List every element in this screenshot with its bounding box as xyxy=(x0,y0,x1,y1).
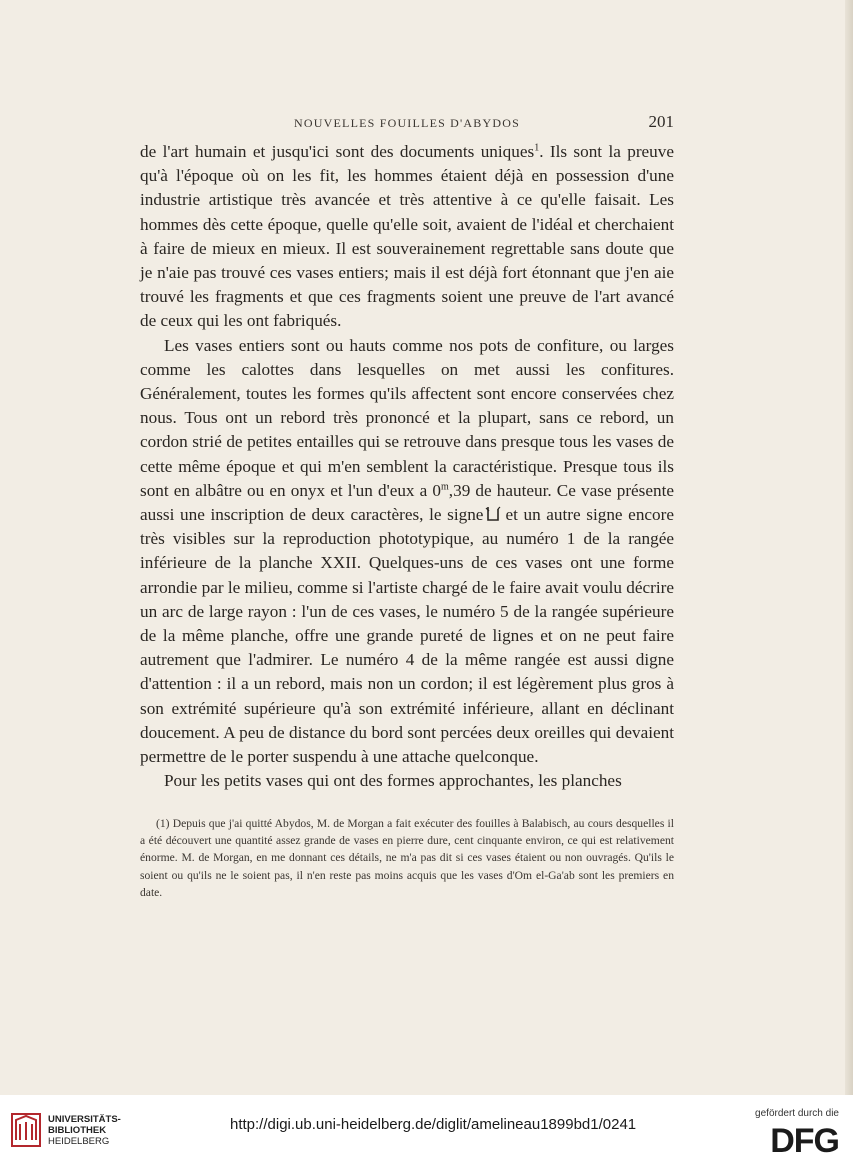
university-library-logo-icon xyxy=(10,1110,42,1150)
hieroglyph-sign-icon xyxy=(485,506,501,524)
paragraph-1-text-a: de l'art humain et jusqu'ici sont des documents uniques xyxy=(140,142,535,161)
running-title: NOUVELLES FOUILLES D'ABYDOS xyxy=(294,116,520,130)
running-head xyxy=(140,112,674,134)
body-text xyxy=(140,140,674,793)
paragraph-2-text-a: Les vases entiers sont ou hauts comme nos pots de confiture, ou larges comme les calottes dans lesquelles on met aussi les confitures. Généralement, toutes les formes qu'ils affectent sont encore conservées chez nous. Tous ont un rebord très prononcé et la plupart, sans ce rebord, un cordon strié de petites entailles qui se retrouve dans presque tous les vases de cette même époque et qui m'en semblent la caractéristique. Presque tous ils sont en albâtre ou en onyx et l'un d'eux a 0 xyxy=(140,335,674,500)
paragraph-2 xyxy=(140,334,674,770)
funding-caption: gefördert durch die xyxy=(755,1108,839,1119)
university-library-name xyxy=(48,1114,121,1147)
library-line-3: HEIDELBERG xyxy=(48,1136,110,1147)
paragraph-1 xyxy=(140,140,674,334)
paragraph-1-text-b: . Ils sont la preuve qu'à l'époque où on les fit, les hommes étaient déjà en possession d'une industrie artistique très avancée et très attentive à ce qu'elle faisait. Les hommes dès cette époque, quelle qu'elle soit, avaient de l'idéal et cherchaient à faire de mieux en mieux. Il est souverainement regrettable sans doute que je n'aie pas trouvé ces vases entiers; mais il est déjà fort étonnant que j'en aie trouvé les fragments et que ces fragments soient une preuve de l'art avancé de ceux qui les ont fabriqués. xyxy=(140,142,674,331)
unit-superscript: m xyxy=(441,481,449,493)
page-edge xyxy=(845,0,853,1095)
library-line-2: BIBLIOTHEK xyxy=(48,1125,107,1136)
paragraph-2-text-b: ,39 de hauteur. Ce vase présente aussi une inscription de deux caractères, le signe xyxy=(140,480,674,525)
footnote-reference: 1 xyxy=(534,142,540,154)
source-url-link[interactable]: http://digi.ub.uni-heidelberg.de/diglit/amelineau1899bd1/0241 xyxy=(230,1116,637,1133)
dfg-logo: DFG xyxy=(770,1122,839,1160)
footnote xyxy=(140,815,674,901)
page-number: 201 xyxy=(648,112,674,131)
paragraph-2-text-c: et un autre signe encore très visibles sur la reproduction phototypique, au numéro 1 de la rangée inférieure de la planche XXII. Quelques-uns de ces vases ont une forme arrondie par le milieu, comme si l'artiste chargé de le faire avait voulu décrire un arc de large rayon : l'un de ces vases, le numéro 5 de la rangée supérieure de la même planche, offre une grande pureté de lignes et on ne peut faire autrement que l'admirer. Le numéro 4 de la même rangée est aussi digne d'attention : il a un rebord, mais non un cordon; il est légèrement plus gros à son extrémité supérieure qu'à son extrémité inférieure, allant en déclinant doucement. A peu de distance du bord sont percées deux oreilles qui devaient permettre de le porter suspendu à une attache quelconque. xyxy=(140,505,674,767)
footnote-text: (1) Depuis que j'ai quitté Abydos, M. de Morgan a fait exécuter des fouilles à Balabisch, au cours desquelles il a été découvert une quantité assez grande de vases en pierre dure, cent cinquante environ, ce qui est relativement énorme. M. de Morgan, en me donnant ces détails, ne m'a pas dit si ces vases étaient ou non ouvragés. Qu'ils le soient ou qu'ils ne le soient pas, il n'en reste pas moins acquis que les vases d'Om el-Ga'ab sont les premiers en date. xyxy=(140,817,674,899)
library-line-1: UNIVERSITÄTS- xyxy=(48,1114,121,1125)
paragraph-3: Pour les petits vases qui ont des formes approchantes, les planches xyxy=(164,771,622,791)
